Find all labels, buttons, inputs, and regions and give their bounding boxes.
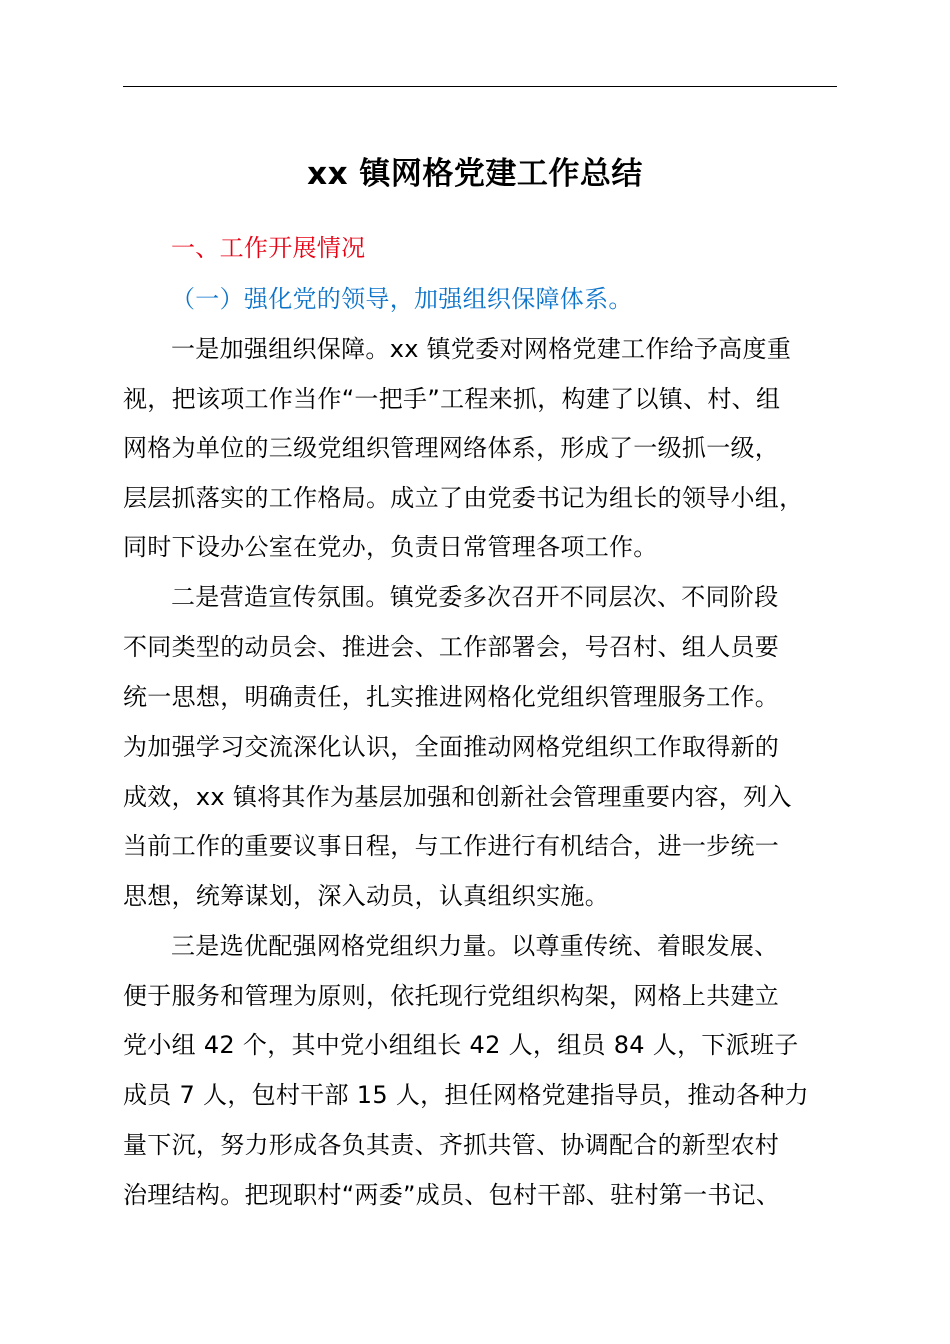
paragraph-line: 视，把该项工作当作“一把手”工程来抓，构建了以镇、村、组 [123, 385, 781, 413]
paragraph-line: 二是营造宣传氛围。镇党委多次召开不同层次、不同阶段 [171, 583, 779, 611]
paragraph-line: 成效，xx 镇将其作为基层加强和创新社会管理重要内容，列入 [123, 783, 792, 811]
paragraph-line: 思想，统筹谋划，深入动员，认真组织实施。 [123, 882, 609, 910]
paragraph-line: 统一思想，明确责任，扎实推进网格化党组织管理服务工作。 [123, 683, 780, 711]
paragraph-line: 三是选优配强网格党组织力量。以尊重传统、着眼发展、 [171, 932, 779, 960]
paragraph-line: 不同类型的动员会、推进会、工作部署会，号召村、组人员要 [123, 633, 780, 661]
paragraph-line: 党小组 42 个，其中党小组组长 42 人，组员 84 人，下派班子 [123, 1031, 799, 1059]
paragraph-line: 为加强学习交流深化认识，全面推动网格党组织工作取得新的 [123, 733, 780, 761]
paragraph-line: 成员 7 人，包村干部 15 人，担任网格党建指导员，推动各种力 [123, 1081, 809, 1109]
subsection-heading: （一）强化党的领导，加强组织保障体系。 [171, 285, 633, 313]
paragraph-line: 治理结构。把现职村“两委”成员、包村干部、驻村第一书记、 [123, 1181, 781, 1209]
paragraph-line: 一是加强组织保障。xx 镇党委对网格党建工作给予高度重 [171, 335, 792, 363]
header-rule [123, 86, 837, 87]
paragraph-line: 当前工作的重要议事日程，与工作进行有机结合，进一步统一 [123, 832, 780, 860]
paragraph-line: 层层抓落实的工作格局。成立了由党委书记为组长的领导小组， [123, 484, 804, 512]
paragraph-line: 网格为单位的三级党组织管理网络体系，形成了一级抓一级， [123, 434, 780, 462]
paragraph-line: 量下沉，努力形成各负其责、齐抓共管、协调配合的新型农村 [123, 1131, 780, 1159]
document-title: xx 镇网格党建工作总结 [307, 156, 643, 192]
paragraph-line: 同时下设办公室在党办，负责日常管理各项工作。 [123, 533, 658, 561]
paragraph-line: 便于服务和管理为原则，依托现行党组织构架，网格上共建立 [123, 982, 780, 1010]
section-heading: 一、工作开展情况 [171, 234, 366, 262]
